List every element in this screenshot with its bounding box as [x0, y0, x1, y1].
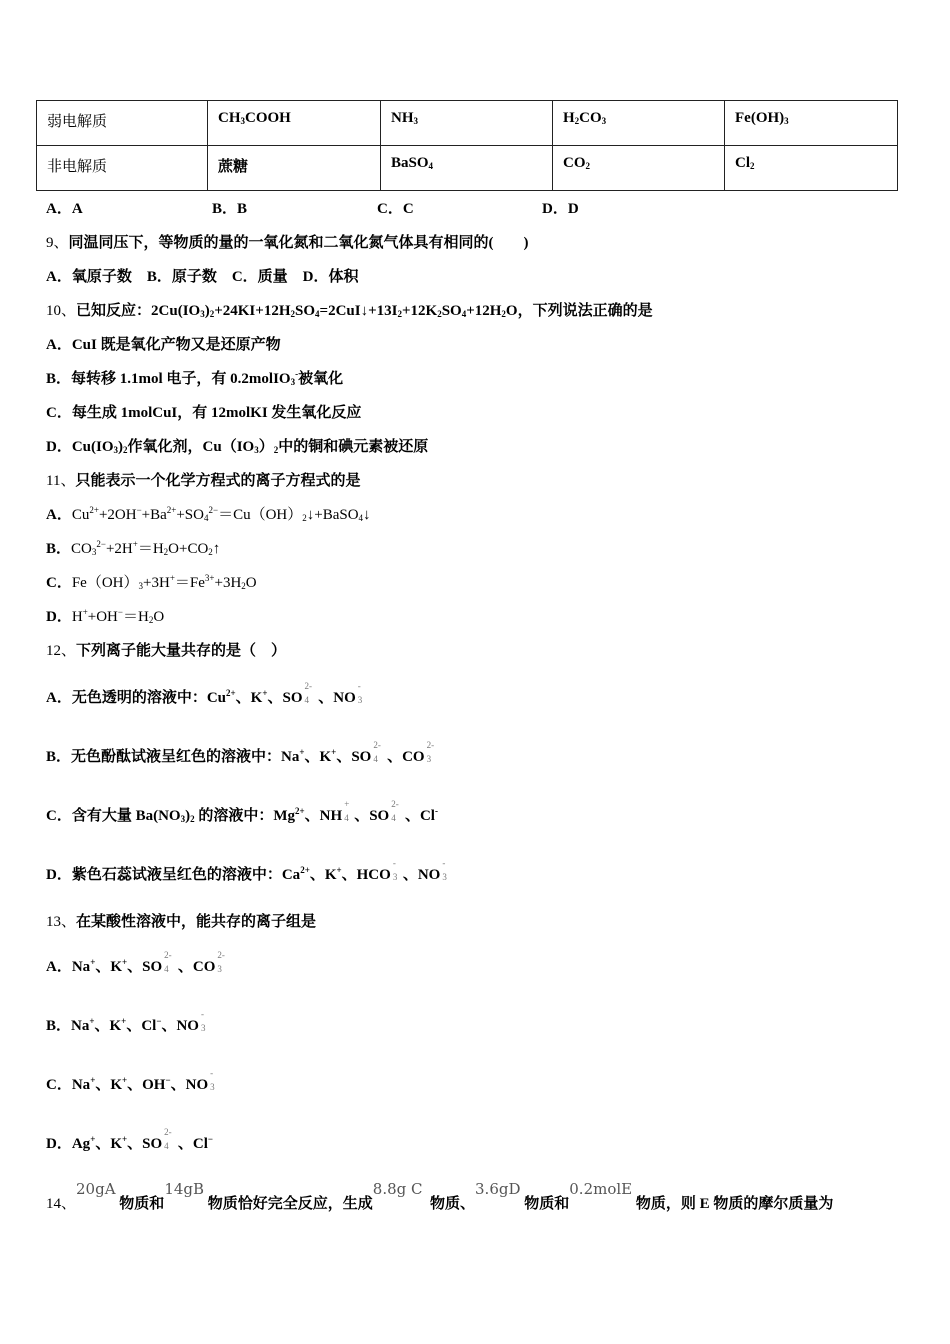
q10-option-d — [46, 437, 428, 457]
option-label: C． — [46, 405, 72, 421]
option-label: B． — [46, 749, 72, 765]
ion-charge: - 3 — [357, 681, 363, 705]
option-b: B．B — [212, 201, 248, 217]
table-cell: $NH_3$ — [381, 101, 553, 146]
table-row-non-electrolyte — [37, 146, 898, 191]
reaction-equation: $2Cu(IO_3)_2+24KI+12H_2SO_4=2CuI↓+13I_2+12K_2SO_4+12H_2O$ — [151, 303, 518, 319]
option-text: 中的铜和碘元素被还原 — [278, 439, 429, 455]
subscript: 3 — [113, 445, 119, 455]
table-cell-label: 非电解质 — [37, 146, 208, 191]
option-label: A． — [46, 690, 72, 706]
ion-charge: 2- 4 — [164, 950, 172, 974]
option-text: $H^++OH^-=H_2O$ — [71, 607, 165, 625]
option-label: C． — [46, 575, 72, 591]
option-label: D． — [46, 1136, 72, 1152]
question-number: 13、 — [46, 914, 77, 930]
q11-option-a — [46, 505, 371, 525]
question-text: ，下列说法正确的是 — [517, 303, 653, 319]
subscript: 3 — [290, 377, 296, 387]
option-label: C． — [46, 808, 72, 824]
option-d: D．D — [542, 201, 579, 217]
ion-charge: 2- 4 — [391, 799, 399, 823]
math-fragment: 20gA — [76, 1180, 116, 1198]
math-fragment: 14gB — [164, 1180, 205, 1198]
q10-option-b — [46, 369, 343, 389]
table-cell-label: 弱电解质 — [37, 101, 208, 146]
question-number: 10、 — [46, 303, 77, 319]
option-label: B． — [46, 371, 72, 387]
option-label: A． — [46, 337, 72, 353]
option-text: $Fe(OH)_3+3H^+=Fe^{3+}+3H_2O$ — [71, 573, 257, 591]
option-label: D． — [46, 439, 72, 455]
option-a: A．A — [46, 201, 83, 217]
table-cell: 蔗糖 — [208, 146, 381, 191]
q10-stem — [46, 301, 653, 321]
q13-stem — [46, 912, 316, 932]
table-cell: $Cl_2$ — [725, 146, 898, 191]
math-fragment: 3.6gD — [475, 1180, 521, 1198]
option-text: ） — [258, 439, 274, 455]
table-cell: $CO_2$ — [553, 146, 725, 191]
question-text: 下列离子能大量共存的是（ ） — [76, 643, 287, 659]
option-text: 每转移 1.1mol 电子，有 0.2molIO — [71, 371, 291, 387]
option-label: A． — [46, 959, 72, 975]
option-label: C． — [46, 1077, 72, 1093]
ion-charge: + 4 — [344, 799, 350, 823]
option-text: Cu(IO — [71, 439, 114, 455]
q12-stem — [46, 641, 286, 661]
q9-options: A．氧原子数 B．原子数 C．质量 D．体积 — [46, 269, 359, 285]
question-text: 物质恰好完全反应，生成 — [207, 1196, 373, 1212]
option-label: B． — [46, 541, 72, 557]
question-text: 物质，则 E 物质的摩尔质量为 — [635, 1196, 834, 1212]
q12-option-b: B．无色酚酞试液呈红色的溶液中：Na+、K+、SO 2- 4 、CO 2- 3 — [46, 747, 437, 767]
question-text: 在某酸性溶液中，能共存的离子组是 — [76, 914, 317, 930]
option-label: D． — [46, 867, 72, 883]
table-cell: BaSO$_4$ — [381, 146, 553, 191]
option-text: 作氧化剂，Cu（IO — [127, 439, 255, 455]
q13-option-d: D．Ag+、K+、SO 2- 4 、Cl− — [46, 1127, 214, 1152]
option-text: 每生成 1molCuI，有 12molKI 发生氧化反应 — [71, 405, 362, 421]
q11-option-b — [46, 539, 220, 559]
electrolyte-table — [36, 100, 898, 191]
math-fragment: 0.2molE — [569, 1180, 633, 1198]
subscript: 3 — [254, 445, 259, 455]
q10-option-c — [46, 403, 361, 423]
q13-option-a: A．Na+、K+、SO 2- 4 、CO 2- 3 — [46, 957, 227, 977]
question-text: 物质、 — [430, 1196, 476, 1212]
option-label: A． — [46, 507, 72, 523]
q11-option-d — [46, 607, 164, 627]
ion-charge: 2- 4 — [373, 740, 381, 764]
table-cell: $Fe(OH)_3$ — [725, 101, 898, 146]
question-number: 9、 — [46, 235, 69, 251]
ion-charge: - 3 — [392, 858, 398, 882]
q11-stem — [46, 471, 360, 491]
table-cell: $H_2CO_3$ — [553, 101, 725, 146]
question-text: 已知反应： — [76, 303, 152, 319]
option-label: D． — [46, 609, 72, 625]
option-text: $Cu^{2+}+2OH^-+Ba^{2+}+SO_4^{2-}=Cu(OH)_2↓+BaSO_4↓$ — [71, 505, 371, 523]
q12-option-a: A．无色透明的溶液中：$Cu^{2+}$、K+、SO 2- 4 、NO - 3 — [46, 688, 368, 708]
superscript: - — [295, 369, 299, 379]
question-number: 11、 — [46, 473, 76, 489]
q10-option-a — [46, 335, 281, 355]
ion-charge: - 3 — [210, 1068, 215, 1092]
subscript: 2 — [273, 445, 279, 455]
table-cell: $CH_3COOH$ — [208, 101, 381, 146]
question-text: 物质和 — [119, 1196, 165, 1212]
q9-stem — [46, 233, 529, 253]
option-text: CuI 既是氧化产物又是还原产物 — [71, 337, 281, 353]
option-label: B． — [46, 1018, 72, 1034]
question-text: 物质和 — [524, 1196, 570, 1212]
table-row-weak-electrolyte — [37, 101, 898, 146]
q13-option-c: C．Na+、K+、OH−、NO - 3 — [46, 1075, 220, 1095]
q14-stem — [46, 1180, 834, 1214]
q13-option-b: B．Na+、K+、Cl−、NO - 3 — [46, 1016, 211, 1036]
subscript: 2 — [123, 445, 128, 455]
option-text: $CO_3^{2-}+2H^+=H_2O+CO_2↑$ — [71, 539, 221, 557]
question-text: 只能表示一个化学方程式的离子方程式的是 — [75, 473, 361, 489]
option-text: ) — [118, 439, 124, 455]
question-number: 14、 — [46, 1196, 77, 1212]
question-text: 同温同压下，等物质的量的一氧化氮和二氧化氮气体具有相同的( ) — [68, 235, 529, 251]
ion-charge: 2- 3 — [217, 950, 225, 974]
q11-option-c — [46, 573, 257, 593]
ion-charge: 2- 4 — [164, 1127, 172, 1151]
option-c: C．C — [377, 201, 414, 217]
math-fragment: 8.8g C — [372, 1180, 423, 1198]
q12-option-c: C．含有大量 $Ba(NO_3)_2$ 的溶液中：$Mg^{2+}$、NH + 4 、SO 2- 4 、Cl- — [46, 799, 438, 824]
ion-charge: - 3 — [200, 1009, 206, 1033]
option-text: 被氧化 — [298, 371, 344, 387]
question-number: 12、 — [46, 643, 77, 659]
ion-charge: - 3 — [442, 858, 447, 882]
ion-charge: 2- 4 — [304, 681, 312, 705]
q12-option-d: D．紫色石蕊试液呈红色的溶液中：$Ca^{2+}$、K+、HCO - 3 、NO - 3 — [46, 865, 452, 885]
ion-charge: 2- 3 — [426, 740, 435, 764]
